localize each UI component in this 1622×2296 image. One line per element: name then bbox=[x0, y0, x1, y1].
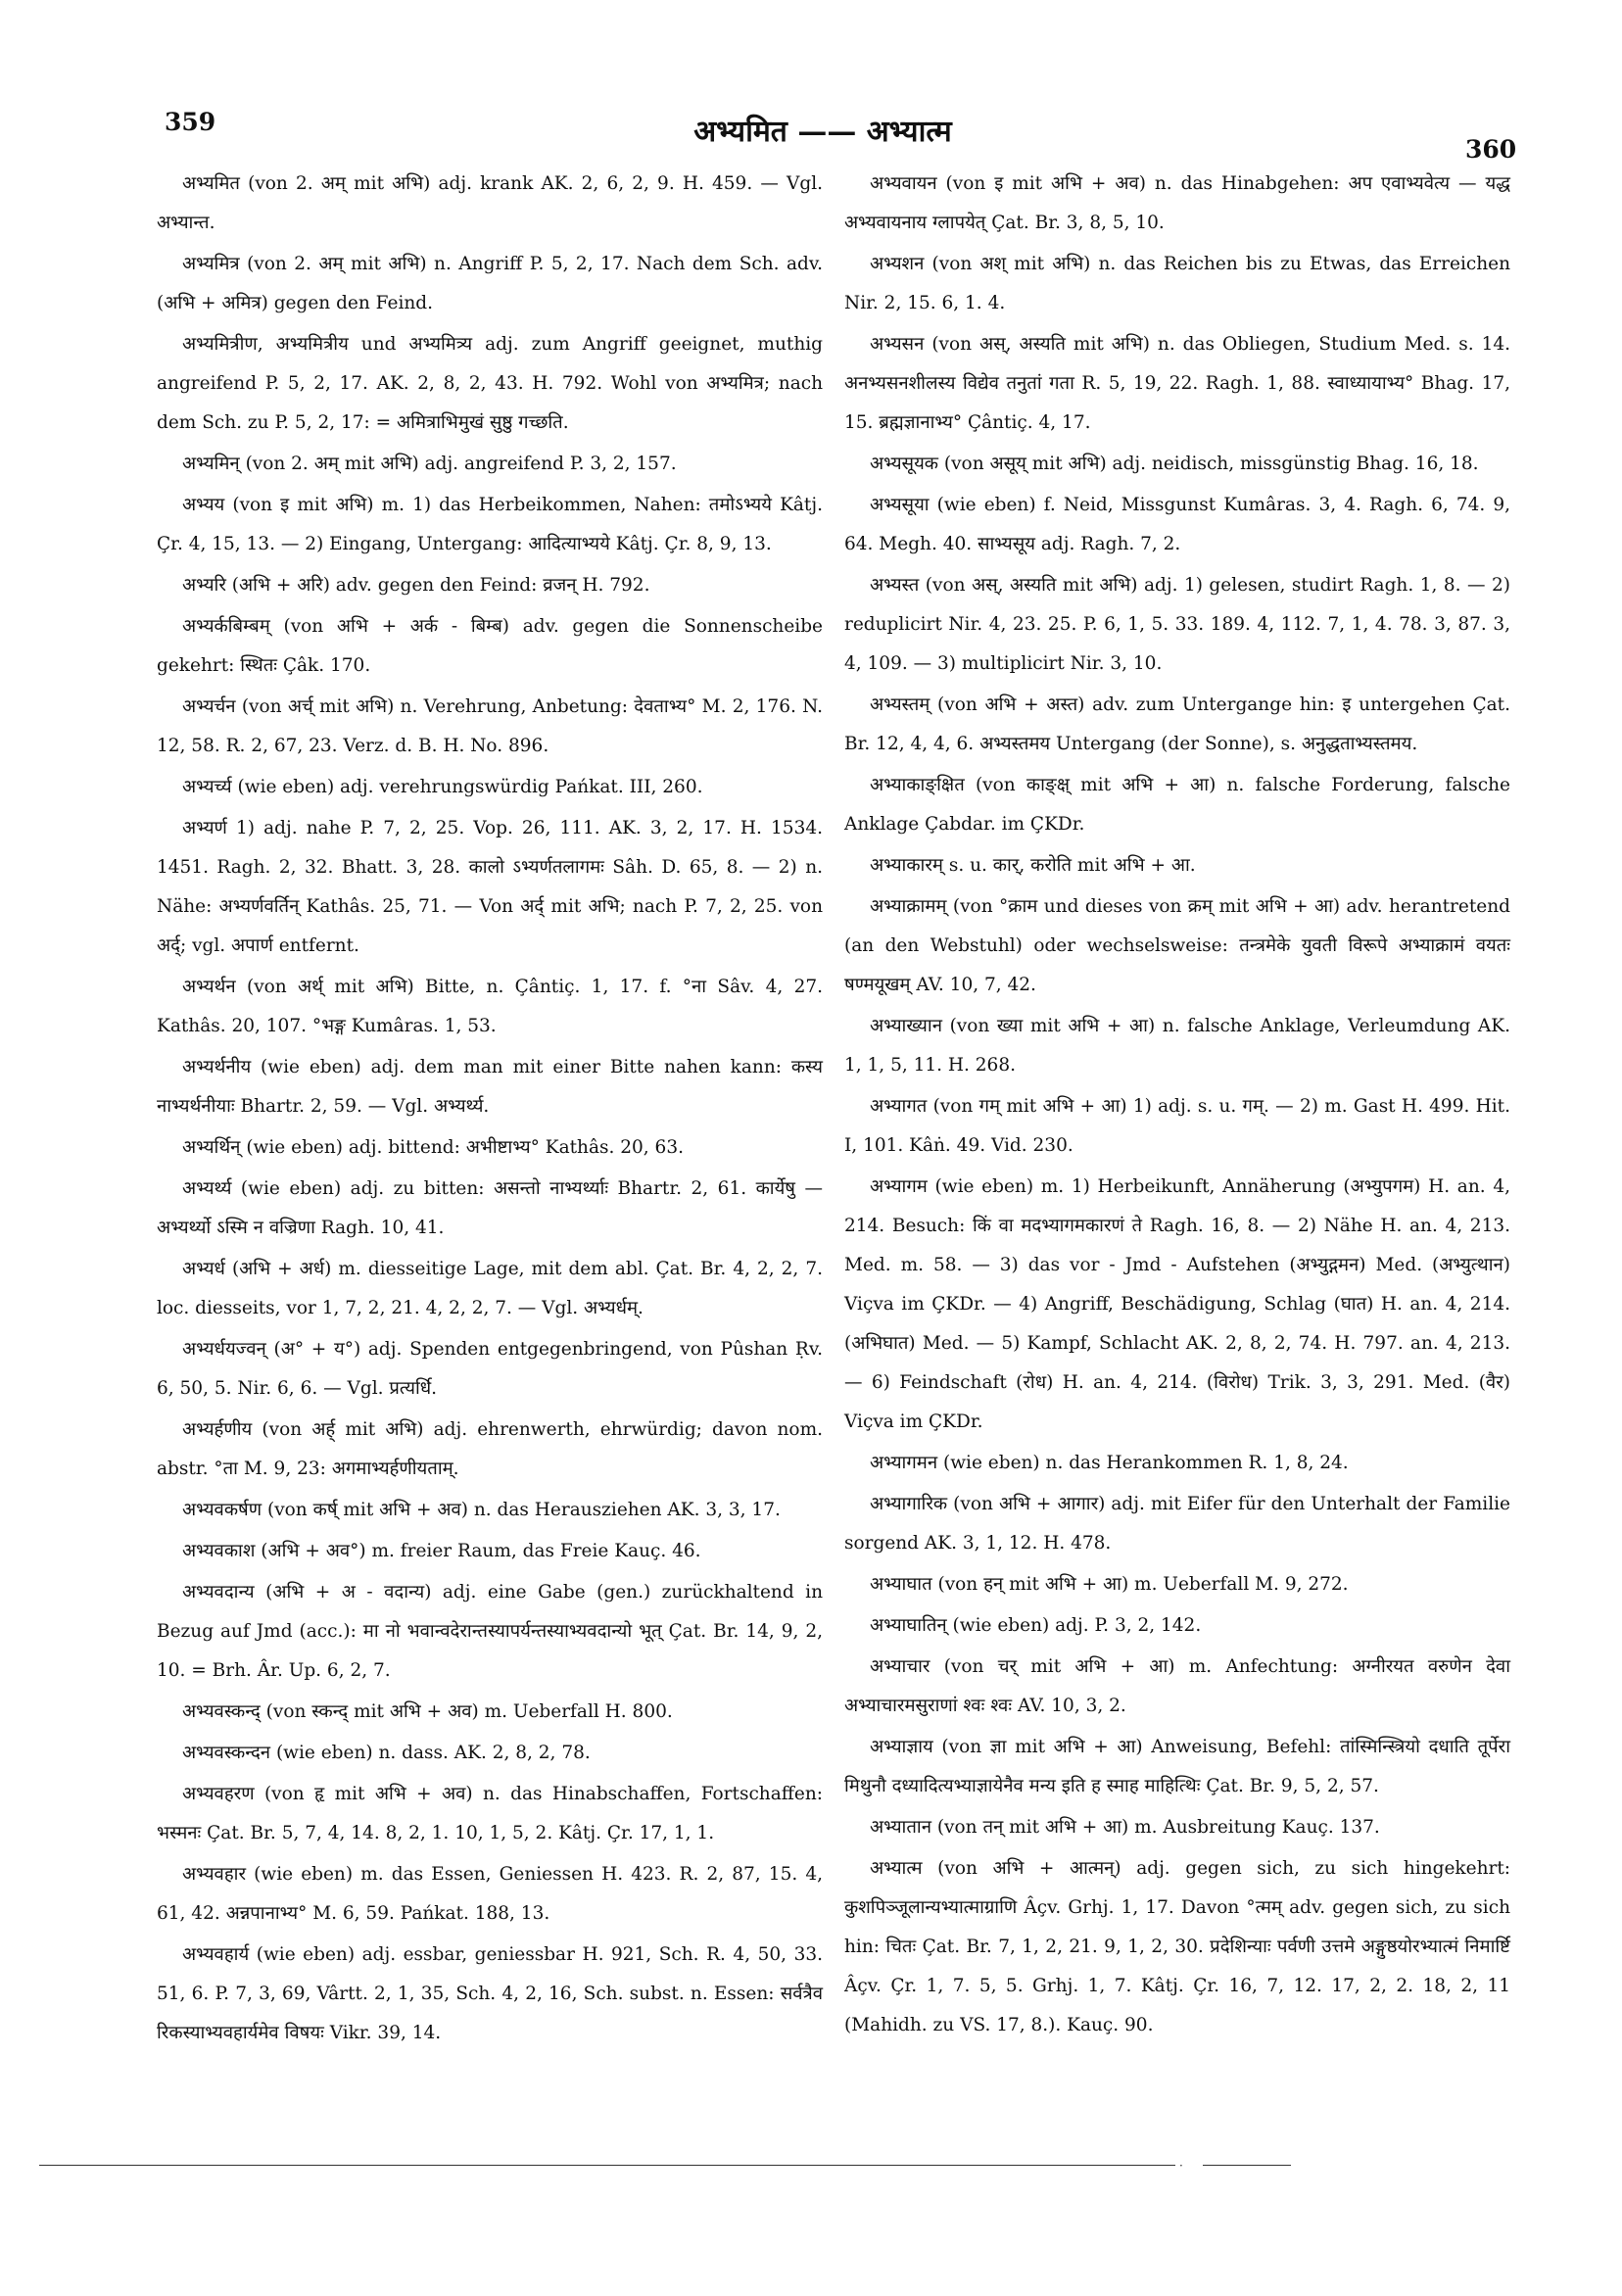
dictionary-entry: अभ्यमित्र (von 2. अम् mit अभि) n. Angriff P. 5, 2, 17. Nach dem Sch. adv. (अभि + अमित्र) gegen den Feind. bbox=[157, 254, 823, 313]
dictionary-entry: अभ्यागमन (wie eben) n. das Herankommen R. 1, 8, 24. bbox=[870, 1453, 1349, 1473]
footer-mark: · bbox=[1179, 2159, 1183, 2173]
dictionary-entry: अभ्यरि (अभि + अरि) adv. gegen den Feind: व्रजन् H. 792. bbox=[182, 575, 650, 596]
dictionary-entry: अभ्यशन (von अश् mit अभि) n. das Reichen bis zu Etwas, das Erreichen Nir. 2, 15. 6, 1. 4. bbox=[844, 254, 1510, 313]
left-column bbox=[157, 165, 823, 2055]
dictionary-entry: अभ्यवदान्य (अभि + अ - वदान्य) adj. eine Gabe (gen.) zurückhaltend in Bezug auf Jmd (acc.): मा नो भवान्वदेरान्तस्यापर्यन्तस्याभ्यवदान्यो भूत् Çat. Br. 14, 9, 2, 10. = Brh. Âr. Up. 6, 2, 7. bbox=[157, 1582, 823, 1681]
dictionary-entry: अभ्याचार (von चर् mit अभि + आ) m. Anfechtung: अग्नीरयत वरुणेन देवा अभ्याचारमसुराणां श्वः श्वः AV. 10, 3, 2. bbox=[844, 1656, 1510, 1716]
dictionary-entry: अभ्यर्थन (von अर्थ् mit अभि) Bitte, n. Çântiç. 1, 17. f. °ना Sâv. 4, 27. Kathâs. 20, 107. °भङ्ग Kumâras. 1, 53. bbox=[157, 977, 823, 1036]
dictionary-entry: अभ्यमित्रीण, अभ्यमित्रीय und अभ्यमित्र्य adj. zum Angriff geeignet, muthig angreifend P. 5, 2, 17. AK. 2, 8, 2, 43. H. 792. Wohl von अभ्यमित्र; nach dem Sch. zu P. 5, 2, 17: = अमित्राभिमुखं सुष्ठु गच्छति. bbox=[157, 334, 823, 433]
dictionary-entry: अभ्यस्तम् (von अभि + अस्त) adv. zum Untergange hin: इ untergehen Çat. Br. 12, 4, 4, 6. अभ्यस्तमय Untergang (der Sonne), s. अनुद्धताभ्यस्तमय. bbox=[844, 694, 1510, 754]
dictionary-entry: अभ्यर्धयज्वन् (अ° + य°) adj. Spenden entgegenbringend, von Pûshan Ṛv. 6, 50, 5. Nir. 6, 6. — Vgl. प्रत्यर्धि. bbox=[157, 1339, 823, 1399]
dictionary-entry: अभ्यवहार (wie eben) m. das Essen, Geniessen H. 423. R. 2, 87, 15. 4, 61, 42. अन्नपानाभ्य° M. 6, 59. Pańkat. 188, 13. bbox=[157, 1864, 823, 1924]
dictionary-entry: अभ्यसूयक (von असूय् mit अभि) adj. neidisch, missgünstig Bhag. 16, 18. bbox=[870, 454, 1479, 474]
dictionary-entry: अभ्यर्चन (von अर्च् mit अभि) n. Verehrung, Anbetung: देवताभ्य° M. 2, 176. N. 12, 58. R. 2, 67, 23. Verz. d. B. H. No. 896. bbox=[157, 696, 823, 756]
footer-rule-short bbox=[1203, 2165, 1291, 2166]
dictionary-entry: अभ्याज्ञाय (von ज्ञा mit अभि + आ) Anweisung, Befehl: तांस्मिन्स्त्रियो दधाति तूर्पेरा मिथुनौ दध्यादित्यभ्याज्ञायेनैव मन्य इति ह स्माह माहित्थिः Çat. Br. 9, 5, 2, 57. bbox=[844, 1737, 1510, 1796]
dictionary-entry: अभ्यय (von इ mit अभि) m. 1) das Herbeikommen, Nahen: तमोऽभ्यये Kâtj. Çr. 4, 15, 13. — 2) Eingang, Untergang: आदित्याभ्यये Kâtj. Çr. 8, 9, 13. bbox=[157, 495, 823, 554]
dictionary-entry: अभ्यमिन् (von 2. अम् mit अभि) adj. angreifend P. 3, 2, 157. bbox=[182, 454, 677, 474]
dictionary-entry: अभ्याख्यान (von ख्या mit अभि + आ) n. falsche Anklage, Verleumdung AK. 1, 1, 5, 11. H. 268. bbox=[844, 1016, 1510, 1076]
dictionary-entry: अभ्यमित (von 2. अम् mit अभि) adj. krank AK. 2, 6, 2, 9. H. 459. — Vgl. अभ्यान्त. bbox=[157, 173, 823, 233]
page-number-right: 360 bbox=[1465, 135, 1517, 164]
running-head: अभ्यमित —— अभ्यात्म bbox=[693, 115, 952, 149]
dictionary-entry: अभ्यसन (von अस्, अस्यति mit अभि) n. das Obliegen, Studium Med. s. 14. अनभ्यसनशीलस्य विद्येव तनुतां गता R. 5, 19, 22. Ragh. 1, 88. स्वाध्यायाभ्य° Bhag. 17, 15. ब्रह्मज्ञानाभ्य° Çântiç. 4, 17. bbox=[844, 334, 1510, 433]
dictionary-entry: अभ्यागत (von गम् mit अभि + आ) 1) adj. s. u. गम्. — 2) m. Gast H. 499. Hit. I, 101. Kâṅ. 49. Vid. 230. bbox=[844, 1096, 1510, 1156]
dictionary-entry: अभ्यवस्कन्दन (wie eben) n. dass. AK. 2, 8, 2, 78. bbox=[182, 1743, 591, 1763]
dictionary-entry: अभ्यर्थिन् (wie eben) adj. bittend: अभीष्टाभ्य° Kathâs. 20, 63. bbox=[182, 1137, 684, 1158]
dictionary-entry: अभ्यसूया (wie eben) f. Neid, Missgunst Kumâras. 3, 4. Ragh. 6, 74. 9, 64. Megh. 40. साभ्यसूय adj. Ragh. 7, 2. bbox=[844, 495, 1510, 554]
dictionary-entry: अभ्यर्ण 1) adj. nahe P. 7, 2, 25. Vop. 26, 111. AK. 3, 2, 17. H. 1534. 1451. Ragh. 2, 32. Bhatt. 3, 28. कालो ऽभ्यर्णतलागमः Sâh. D. 65, 8. — 2) n. Nähe: अभ्यर्णवर्तिन् Kathâs. 25, 71. — Von अर्द् mit अभि; nach P. 7, 2, 25. von अर्द्; vgl. अपार्ण entfernt. bbox=[157, 818, 823, 956]
dictionary-entry: अभ्यर्हणीय (von अर्ह् mit अभि) adj. ehrenwerth, ehrwürdig; davon nom. abstr. °ता M. 9, 23: अगमाभ्यर्हणीयताम्. bbox=[157, 1419, 823, 1479]
right-column bbox=[844, 165, 1510, 2047]
dictionary-entry: अभ्यवहरण (von हृ mit अभि + अव) n. das Hinabschaffen, Fortschaffen: भस्मनः Çat. Br. 5, 7, 4, 14. 8, 2, 1. 10, 1, 5, 2. Kâtj. Çr. 17, 1, 1. bbox=[157, 1784, 823, 1843]
dictionary-entry: अभ्याघात (von हन् mit अभि + आ) m. Ueberfall M. 9, 272. bbox=[870, 1574, 1349, 1595]
dictionary-entry: अभ्याकाङ्क्षित (von काङ्क्ष् mit अभि + आ) n. falsche Forderung, falsche Anklage Çabdar. im ÇKDr. bbox=[844, 775, 1510, 835]
dictionary-entry: अभ्यवस्कन्द् (von स्कन्द् mit अभि + अव) m. Ueberfall H. 800. bbox=[182, 1701, 673, 1722]
footer-rule bbox=[39, 2165, 1175, 2166]
dictionary-entry: अभ्यात्म (von अभि + आत्मन्) adj. gegen sich, zu sich hingekehrt: कुशपिञ्जूलान्यभ्यात्माग्राणि Âçv. Grhj. 1, 17. Davon °त्मम् adv. gegen sich, zu sich hin: चितः Çat. Br. 7, 1, 2, 21. 9, 1, 2, 30. प्रदेशिन्याः पर्वणी उत्तमे अङ्गुष्ठयोरभ्यात्मं निमार्ष्टि Âçv. Çr. 1, 7. 5, 5. Grhj. 1, 7. Kâtj. Çr. 16, 7, 12. 17, 2, 2. 18, 2, 11 (Mahidh. zu VS. 17, 8.). Kauç. 90. bbox=[844, 1858, 1510, 2035]
dictionary-entry: अभ्यातान (von तन् mit अभि + आ) m. Ausbreitung Kauç. 137. bbox=[870, 1817, 1380, 1838]
dictionary-entry: अभ्यवायन (von इ mit अभि + अव) n. das Hinabgehen: अप एवाभ्यवेत्य — यद्ध अभ्यवायनाय ग्लापयेत् Çat. Br. 3, 8, 5, 10. bbox=[844, 173, 1510, 233]
page-number-left: 359 bbox=[165, 108, 216, 136]
dictionary-entry: अभ्यर्कबिम्बम् (von अभि + अर्क - बिम्ब) adv. gegen die Sonnenscheibe gekehrt: स्थितः Çâk. 170. bbox=[157, 616, 823, 676]
dictionary-entry: अभ्याघातिन् (wie eben) adj. P. 3, 2, 142. bbox=[870, 1615, 1202, 1636]
dictionary-entry: अभ्यर्च्य (wie eben) adj. verehrungswürdig Pańkat. III, 260. bbox=[182, 777, 703, 797]
dictionary-entry: अभ्यस्त (von अस्, अस्यति mit अभि) adj. 1) gelesen, studirt Ragh. 1, 8. — 2) reduplicirt Nir. 4, 23. 25. P. 6, 1, 5. 33. 189. 4, 112. 7, 1, 4. 78. 3, 87. 3, 4, 109. — 3) multiplicirt Nir. 3, 10. bbox=[844, 575, 1510, 674]
dictionary-entry: अभ्यर्थनीय (wie eben) adj. dem man mit einer Bitte nahen kann: कस्य नाभ्यर्थनीयाः Bhartr. 2, 59. — Vgl. अभ्यर्थ्य. bbox=[157, 1057, 823, 1117]
dictionary-entry: अभ्याक्रामम् (von °क्राम und dieses von क्रम् mit अभि + आ) adv. herantretend (an den Webstuhl) oder wechselsweise: तन्त्रमेके युवती विरूपे अभ्याक्रामं वयतः षण्मयूखम् AV. 10, 7, 42. bbox=[844, 896, 1510, 995]
dictionary-entry: अभ्यवकाश (अभि + अव°) m. freier Raum, das Freie Kauç. 46. bbox=[182, 1541, 701, 1561]
dictionary-entry: अभ्यवहार्य (wie eben) adj. essbar, geniessbar H. 921, Sch. R. 4, 50, 33. 51, 6. P. 7, 3, 69, Vârtt. 2, 1, 35, Sch. 4, 2, 16, Sch. subst. n. Essen: सर्वत्रैव रिकस्याभ्यवहार्यमेव विषयः Vikr. 39, 14. bbox=[157, 1944, 823, 2043]
dictionary-entry: अभ्यर्ध (अभि + अर्ध) m. diesseitige Lage, mit dem abl. Çat. Br. 4, 2, 2, 7. loc. diesseits, vor 1, 7, 2, 21. 4, 2, 2, 7. — Vgl. अभ्यर्धम्. bbox=[157, 1259, 823, 1318]
dictionary-entry: अभ्यवकर्षण (von कर्ष् mit अभि + अव) n. das Herausziehen AK. 3, 3, 17. bbox=[182, 1500, 781, 1520]
dictionary-entry: अभ्यागारिक (von अभि + आगार) adj. mit Eifer für den Unterhalt der Familie sorgend AK. 3, 1, 12. H. 478. bbox=[844, 1494, 1510, 1554]
dictionary-entry: अभ्यर्थ्य (wie eben) adj. zu bitten: असन्तो नाभ्यर्थ्याः Bhartr. 2, 61. कार्येषु — अभ्यर्थ्यो ऽस्मि न वज्रिणा Ragh. 10, 41. bbox=[157, 1178, 823, 1238]
dictionary-entry: अभ्यागम (wie eben) m. 1) Herbeikunft, Annäherung (अभ्युपगम) H. an. 4, 214. Besuch: किं वा मदभ्यागमकारणं ते Ragh. 16, 8. — 2) Nähe H. an. 4, 213. Med. m. 58. — 3) das vor - Jmd - Aufstehen (अभ्युद्गमन) Med. (अभ्युत्थान) Viçva im ÇKDr. — 4) Angriff, Beschädigung, Schlag (घात) H. an. 4, 214. (अभिघात) Med. — 5) Kampf, Schlacht AK. 2, 8, 2, 74. H. 797. an. 4, 213. — 6) Feindschaft (रोध) H. an. 4, 214. (विरोध) Trik. 3, 3, 291. Med. (वैर) Viçva im ÇKDr. bbox=[844, 1176, 1510, 1432]
dictionary-entry: अभ्याकारम् s. u. कार्, करोति mit अभि + आ. bbox=[870, 855, 1196, 876]
